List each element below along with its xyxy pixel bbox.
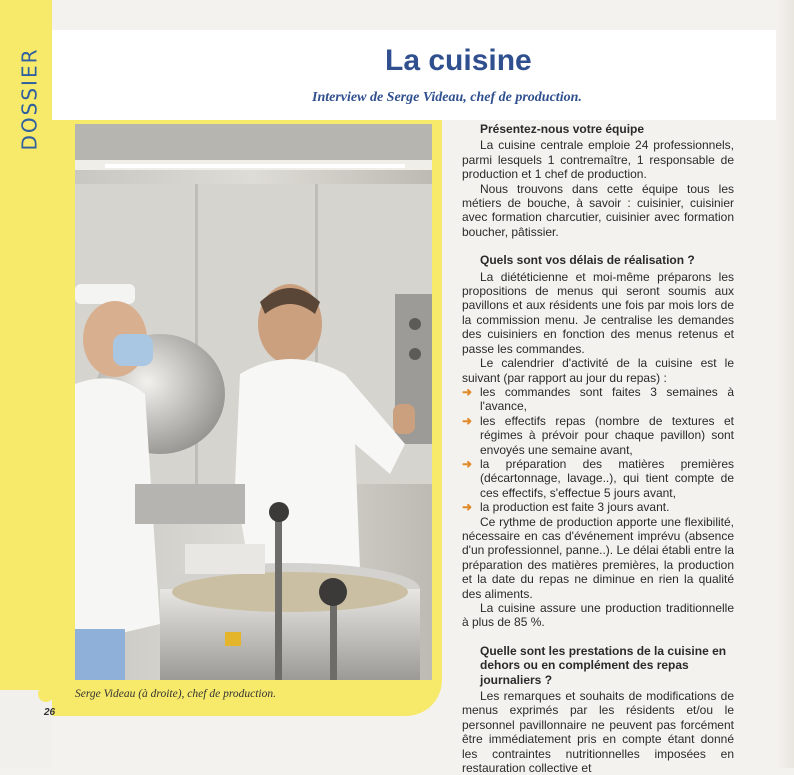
paragraph: La diététicienne et moi-même préparons les propositions de menus qui seront soumis aux pavillons et aux résidents une fois par mois lors de la commission menu. Je centralise les demandes des cuisiniers en fonction des menus retenus et passe les commandes.	[462, 269, 734, 356]
page-number: 26	[44, 707, 56, 718]
list-item: ➜ les effectifs repas (nombre de textures et régimes à prévoir pour chaque pavillon) sont envoyés une semaine avant,	[462, 413, 734, 457]
paragraph: La cuisine assure une production traditionnelle à plus de 85 %.	[462, 601, 734, 630]
paragraph: La cuisine centrale emploie 24 professionnels, parmi lesquels 1 contremaître, 1 responsable de production et 1 chef de production.	[462, 138, 734, 182]
question-heading: Quelle sont les prestations de la cuisine en dehors ou en complément des repas journaliers ?	[480, 643, 727, 687]
list-item: ➜ les commandes sont faites 3 semaines à l'avance,	[462, 384, 734, 414]
page-title: La cuisine	[385, 44, 532, 77]
kitchen-photo	[75, 124, 432, 680]
paragraph: Nous trouvons dans cette équipe tous les métiers de bouche, à savoir : cuisinier, cuisinier avec formation charcutier, cuisinier avec formation boucher, pâtissier.	[462, 181, 734, 239]
question-heading: Quels sont vos délais de réalisation ?	[480, 253, 695, 268]
article-body	[462, 122, 734, 775]
arrow-icon: ➜	[462, 413, 473, 428]
page-corner-dot	[38, 686, 54, 702]
page-subtitle: Interview de Serge Videau, chef de production.	[312, 90, 582, 105]
paragraph: Les remarques et souhaits de modifications de menus exprimés par les résidents et/ou le personnel pavillonnaire ne peuvent pas forcément être immédiatement pris en compte étant donné les contraintes nutritionnelles imposées en restauration collective et	[462, 689, 734, 775]
question-heading: Présentez-nous votre équipe	[480, 122, 645, 136]
section-label: DOSSIER	[17, 47, 41, 151]
list-item: ➜ la préparation des matières premières (décartonnage, lavage..), qui tient compte de ces effectifs, s'effectue 5 jours avant,	[462, 456, 734, 500]
photo-caption: Serge Videau (à droite), chef de production.	[75, 688, 276, 700]
list-item: ➜ la production est faite 3 jours avant.	[462, 500, 670, 515]
paragraph: Ce rythme de production apporte une flexibilité, nécessaire en cas d'événement imprévu (absence d'un professionnel, panne..). Le délai établi entre la préparation des matières premières, la production et la date du repas ne diminue en rien la qualité des aliments.	[462, 514, 734, 601]
arrow-icon: ➜	[462, 456, 473, 471]
paragraph: Le calendrier d'activité de la cuisine est le suivant (par rapport au jour du repas) :	[462, 356, 734, 385]
arrow-icon: ➜	[462, 384, 473, 399]
arrow-icon: ➜	[462, 500, 473, 515]
page-gutter	[776, 0, 794, 768]
